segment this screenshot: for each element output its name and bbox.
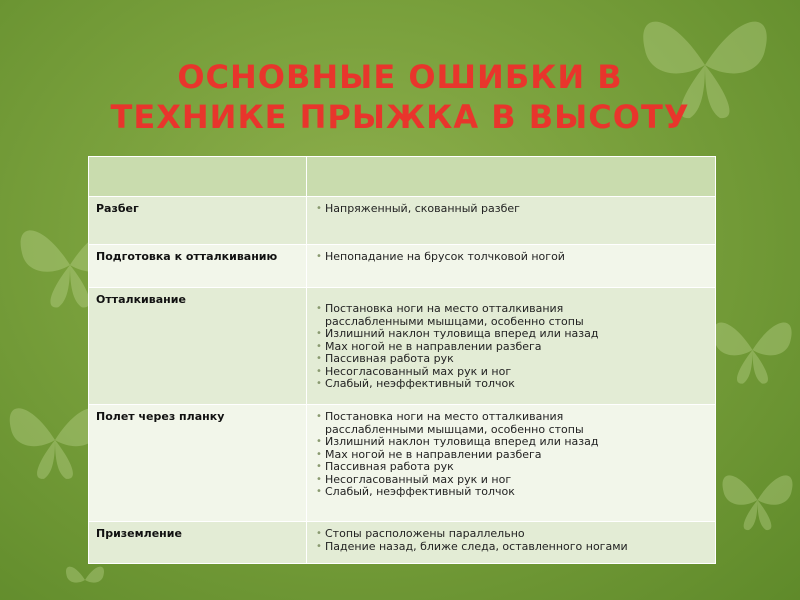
butterfly-icon [715, 440, 800, 560]
list-item: • Излишний наклон туловища вперед или назад [316, 436, 715, 449]
list-item: • Постановка ноги на место отталкивания расслабленными мышцами, особенно стопы [316, 411, 645, 436]
list-item: • Пассивная работа рук [316, 353, 715, 366]
row-label: Приземление [89, 522, 307, 564]
butterfly-icon [705, 290, 800, 410]
table-row [89, 245, 716, 288]
error-list [307, 197, 715, 216]
table-row [89, 405, 716, 522]
list-item: • Слабый, неэффективный толчок [316, 486, 715, 499]
row-content [307, 288, 716, 405]
errors-table [88, 156, 716, 564]
list-item: • Мах ногой не в направлении разбега [316, 449, 715, 462]
header-cell [89, 157, 307, 197]
title-line-1: ОСНОВНЫЕ ОШИБКИ В [177, 58, 623, 96]
table-row [89, 288, 716, 405]
row-label: Полет через планку [89, 405, 307, 522]
list-item: • Несогласованный мах рук и ног [316, 474, 715, 487]
list-item: • Пассивная работа рук [316, 461, 715, 474]
list-item: • Мах ногой не в направлении разбега [316, 341, 715, 354]
error-list [307, 405, 715, 499]
list-item: • Падение назад, ближе следа, оставленного ногами [316, 541, 715, 554]
row-label: Подготовка к отталкиванию [89, 245, 307, 288]
table-header-row [89, 157, 716, 197]
table-row [89, 197, 716, 245]
list-item: • Напряженный, скованный разбег [316, 203, 715, 216]
list-item: • Несогласованный мах рук и ног [316, 366, 715, 379]
title-line-2: ТЕХНИКЕ ПРЫЖКА В ВЫСОТУ [110, 98, 690, 136]
table-row [89, 522, 716, 564]
error-list [307, 288, 715, 391]
list-item: • Слабый, неэффективный толчок [316, 378, 715, 391]
row-label: Отталкивание [89, 288, 307, 405]
error-list [307, 522, 715, 553]
header-cell [307, 157, 716, 197]
page-title [0, 57, 800, 137]
row-label: Разбег [89, 197, 307, 245]
list-item: • Постановка ноги на место отталкивания расслабленными мышцами, особенно стопы [316, 303, 645, 328]
row-content [307, 245, 716, 288]
error-list [307, 245, 715, 264]
list-item: • Непопадание на брусок толчковой ногой [316, 251, 715, 264]
list-item: • Излишний наклон туловища вперед или назад [316, 328, 715, 341]
row-content [307, 197, 716, 245]
list-item: • Стопы расположены параллельно [316, 528, 715, 541]
butterfly-icon [30, 560, 140, 600]
row-content [307, 405, 716, 522]
row-content [307, 522, 716, 564]
